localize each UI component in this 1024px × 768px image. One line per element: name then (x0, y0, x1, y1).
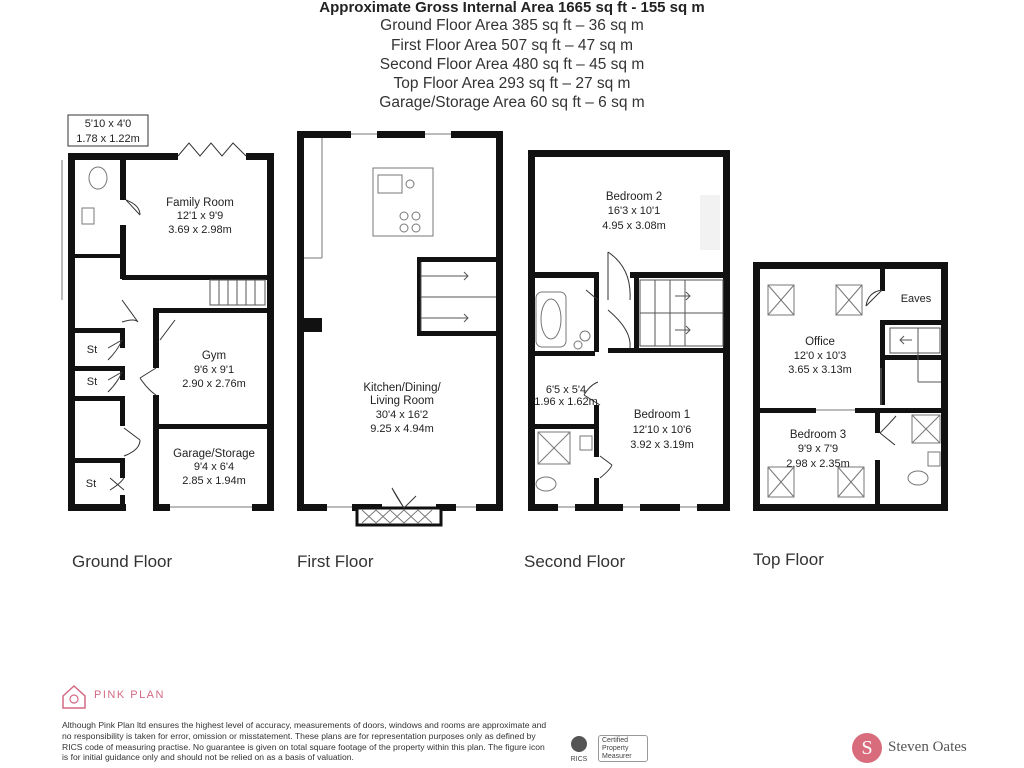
rics-label: RICS (570, 756, 588, 763)
area-ground: Ground Floor Area 385 sq ft – 36 sq m (380, 17, 644, 34)
first-floor-plan (297, 131, 503, 525)
bedroom3-metric: 2.98 x 2.35m (786, 458, 850, 470)
store-3-label: St (85, 478, 97, 490)
pink-plan-house-icon (63, 686, 85, 708)
first-floor-label: First Floor (297, 552, 374, 571)
bedroom2-metric: 4.95 x 3.08m (602, 220, 666, 232)
family-room-name: Family Room (166, 197, 234, 209)
second-floor-label: Second Floor (524, 552, 626, 571)
pink-plan-brand: PINK PLAN (94, 689, 165, 701)
disclaimer-text: Although Pink Plan ltd ensures the highest level of accuracy, measurements of doors, windows and rooms are approximate and no responsibility is taken for error, omission or misstatement. These plans are for representation purposes only as defined by RICS code of measuring practise. No guarantee is given on total square footage of the property within this plan. The figure icon is for initial guidance only and should not be relied on as a basis of valuation. (62, 720, 547, 763)
plan-title: Approximate Gross Internal Area 1665 sq ft - 155 sq m (319, 0, 705, 16)
gym-metric: 2.90 x 2.76m (182, 378, 246, 390)
steven-oates-brand: Steven Oates (888, 739, 967, 755)
area-first: First Floor Area 507 sq ft – 47 sq m (390, 37, 634, 54)
area-garage: Garage/Storage Area 60 sq ft – 6 sq m (379, 94, 645, 111)
gym-imperial: 9'6 x 9'1 (193, 364, 235, 376)
family-room-imperial: 12'1 x 9'9 (176, 210, 224, 222)
kitchen-name-line2: Living Room (370, 395, 434, 407)
kitchen-metric: 9.25 x 4.94m (370, 423, 434, 435)
store-2-label: St (86, 376, 98, 388)
bedroom1-name: Bedroom 1 (633, 409, 691, 421)
office-metric: 3.65 x 3.13m (788, 364, 852, 376)
ground-floor-label: Ground Floor (72, 552, 173, 571)
garage-metric: 2.85 x 1.94m (182, 475, 246, 487)
top-floor-label: Top Floor (753, 550, 824, 569)
eaves-label: Eaves (900, 293, 932, 305)
office-name: Office (805, 336, 835, 348)
area-second: Second Floor Area 480 sq ft – 45 sq m (379, 56, 645, 73)
garage-name: Garage/Storage (173, 448, 255, 460)
bedroom3-imperial: 9'9 x 7'9 (797, 443, 839, 455)
bedroom1-imperial: 12'10 x 10'6 (632, 424, 692, 436)
bedroom2-name: Bedroom 2 (605, 191, 663, 203)
wc-dimension-metric: 1.78 x 1.22m (76, 133, 140, 145)
ensuite-metric: 1.96 x 1.62m (534, 396, 598, 408)
kitchen-imperial: 30'4 x 16'2 (375, 409, 429, 421)
store-1-label: St (86, 344, 98, 356)
bedroom1-metric: 3.92 x 3.19m (630, 439, 694, 451)
steven-oates-logo-icon: S (852, 733, 882, 763)
gym-name: Gym (201, 350, 227, 362)
office-imperial: 12'0 x 10'3 (793, 350, 847, 362)
wc-dimension-imperial: 5'10 x 4'0 (84, 118, 132, 130)
kitchen-name-line1: Kitchen/Dining/ (363, 382, 441, 394)
rics-certified-badge: Certified Property Measurer (598, 735, 648, 762)
bedroom3-name: Bedroom 3 (789, 429, 847, 441)
bedroom2-imperial: 16'3 x 10'1 (607, 205, 661, 217)
area-top: Top Floor Area 293 sq ft – 27 sq m (393, 75, 631, 92)
family-room-metric: 3.69 x 2.98m (168, 224, 232, 236)
garage-imperial: 9'4 x 6'4 (193, 461, 235, 473)
ensuite-imperial: 6'5 x 5'4 (545, 384, 587, 396)
